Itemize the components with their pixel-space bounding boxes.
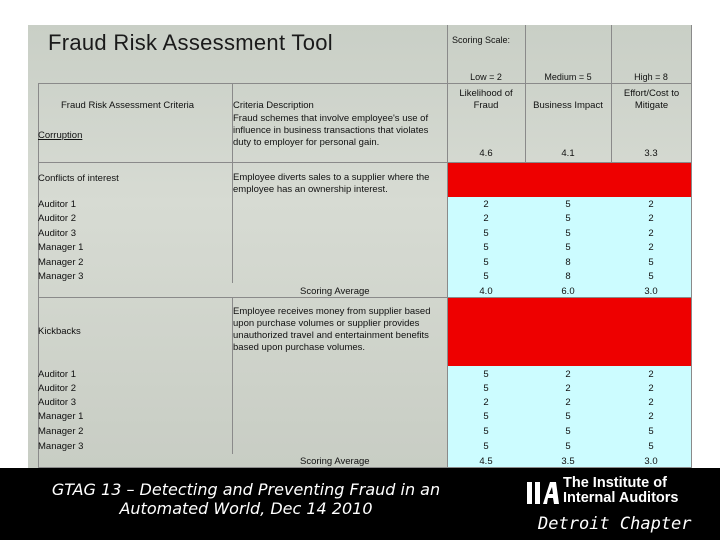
footer-caption-line2: Automated World, Dec 14 2010 [119,499,373,518]
row-likelihood: 5 [483,228,489,239]
row-name: Auditor 3 [38,397,77,408]
row-effort: 2 [648,228,654,239]
row-effort: 5 [648,441,654,452]
row-effort: 5 [648,271,654,282]
row-name: Auditor 3 [38,228,77,239]
row-likelihood: 5 [483,383,489,394]
impact-header: Business Impact [533,100,603,111]
row-effort: 5 [648,257,654,268]
row-impact: 2 [565,369,571,380]
row-impact: 5 [565,426,571,437]
iia-name-line1: The Institute of [563,475,667,491]
row-effort: 2 [648,199,654,210]
grid-line [691,25,692,467]
corruption-likelihood: 4.6 [479,148,493,159]
row-likelihood: 5 [483,426,489,437]
corruption-impact: 4.1 [561,148,575,159]
row-effort: 2 [648,369,654,380]
row-impact: 5 [565,199,571,210]
average-effort: 3.0 [644,456,658,467]
grid-line [38,83,692,84]
row-name: Auditor 2 [38,383,77,394]
iia-name-line2: Internal Auditors [563,490,679,506]
scoring-average-label: Scoring Average [300,286,370,297]
row-likelihood: 5 [483,369,489,380]
page-title: Fraud Risk Assessment Tool [48,30,333,55]
row-name: Manager 1 [38,411,84,422]
row-likelihood: 5 [483,257,489,268]
likelihood-header: Likelihood of Fraud [459,88,513,111]
row-likelihood: 2 [483,213,489,224]
row-effort: 2 [648,213,654,224]
criteria-header: Fraud Risk Assessment Criteria [61,100,195,111]
row-impact: 2 [565,383,571,394]
corruption-label: Corruption [38,130,83,141]
row-likelihood: 5 [483,411,489,422]
scoring-average-label: Scoring Average [300,456,370,467]
row-likelihood: 5 [483,271,489,282]
scale-medium: Medium = 5 [544,72,592,82]
scale-low: Low = 2 [470,72,502,82]
iia-logo-icon [525,478,559,508]
iia-name [563,476,678,506]
row-likelihood: 5 [483,441,489,452]
row-likelihood: 5 [483,242,489,253]
average-effort: 3.0 [644,286,658,297]
section-description: Employee diverts sales to a supplier where the employee has an ownership interest. [233,172,430,195]
row-effort: 5 [648,426,654,437]
row-likelihood: 2 [483,199,489,210]
row-name: Manager 2 [38,426,84,437]
row-likelihood: 2 [483,397,489,408]
row-effort: 2 [648,242,654,253]
scale-high: High = 8 [634,72,668,82]
footer-caption [26,480,466,518]
section-label: Kickbacks [38,326,81,337]
row-name: Auditor 1 [38,369,77,380]
section-label: Conflicts of interest [38,173,119,184]
average-likelihood: 4.0 [479,286,493,297]
effort-header: Effort/Cost to Mitigate [623,88,680,111]
row-impact: 5 [565,441,571,452]
footer-caption-line1: GTAG 13 – Detecting and Preventing Fraud in an [51,480,441,499]
average-impact: 3.5 [561,456,575,467]
section-description: Employee receives money from supplier based upon purchase volumes or supplier provides unauthorized travel and entertainment benefits based upon purchase volumes. [233,306,431,353]
row-effort: 2 [648,411,654,422]
scoring-scale-label: Scoring Scale: [452,35,511,45]
row-effort: 2 [648,397,654,408]
row-effort: 2 [648,383,654,394]
average-likelihood: 4.5 [479,456,493,467]
description-header: Criteria Description [233,100,314,111]
row-name: Manager 2 [38,257,84,268]
risk-highlight-bar [448,298,691,366]
average-impact: 6.0 [561,286,575,297]
row-name: Auditor 1 [38,199,77,210]
row-impact: 5 [565,228,571,239]
row-impact: 5 [565,242,571,253]
row-name: Manager 3 [38,441,84,452]
corruption-description: Fraud schemes that involve employee's use of influence in business transactions that violates duty to employer for personal gain. [233,113,429,148]
row-impact: 5 [565,411,571,422]
row-impact: 8 [565,257,571,268]
row-name: Auditor 2 [38,213,77,224]
chapter-label: Detroit Chapter [538,514,692,534]
risk-highlight-bar [448,163,691,197]
row-impact: 5 [565,213,571,224]
row-name: Manager 1 [38,242,84,253]
row-name: Manager 3 [38,271,84,282]
corruption-effort: 3.3 [644,148,658,159]
row-impact: 2 [565,397,571,408]
row-impact: 8 [565,271,571,282]
